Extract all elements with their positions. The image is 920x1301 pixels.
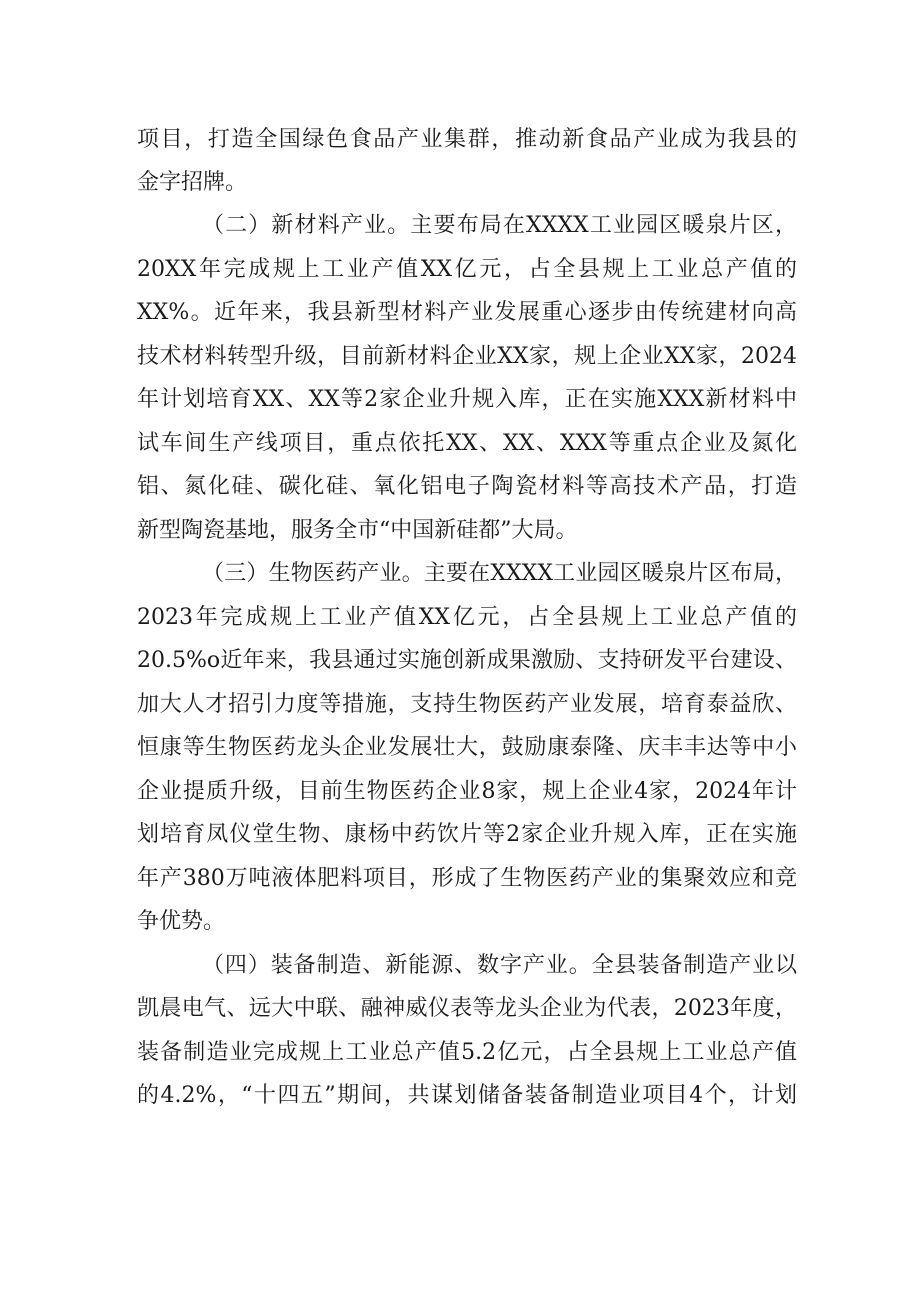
text-line: 20.5%o近年来，我县通过实施创新成果激励、支持研发平台建设、 xyxy=(137,648,797,673)
text-line: 凯晨电气、远大中联、融神威仪表等龙头企业为代表，2023年度， xyxy=(137,996,797,1021)
section-heading-line: （四）装备制造、新能源、数字产业。全县装备制造产业以 xyxy=(202,953,797,978)
text-line: 铝、氮化硅、碳化硅、氧化铝电子陶瓷材料等高技术产品，打造 xyxy=(137,474,797,499)
text-line: 20XX年完成规上工业产值XX亿元，占全县规上工业总产值的 xyxy=(137,257,797,282)
text-line: 的4.2%，“十四五”期间，共谋划储备装备制造业项目4个，计划 xyxy=(137,1083,797,1108)
text-line: XX%。近年来，我县新型材料产业发展重心逐步由传统建材向高 xyxy=(137,300,797,325)
section-heading-line: （二）新材料产业。主要布局在XXXX工业园区暖泉片区， xyxy=(202,213,797,238)
text-line: 争优势。 xyxy=(137,909,226,934)
text-line: 项目，打造全国绿色食品产业集群，推动新食品产业成为我县的 xyxy=(137,127,797,152)
text-line: 划培育凤仪堂生物、康杨中药饮片等2家企业升规入库，正在实施 xyxy=(137,822,797,847)
text-line: 金字招牌。 xyxy=(137,170,248,195)
text-line: 年产380万吨液体肥料项目，形成了生物医药产业的集聚效应和竞 xyxy=(137,866,797,891)
text-line: 加大人才招引力度等措施，支持生物医药产业发展，培育泰益欣、 xyxy=(137,692,797,717)
section-heading-line: （三）生物医药产业。主要在XXXX工业园区暖泉片区布局， xyxy=(202,561,797,586)
text-line: 技术材料转型升级，目前新材料企业XX家，规上企业XX家，2024 xyxy=(137,344,797,369)
text-line: 恒康等生物医药龙头企业发展壮大，鼓励康泰隆、庆丰丰达等中小 xyxy=(137,735,797,760)
text-line: 2023年完成规上工业产值XX亿元，占全县规上工业总产值的 xyxy=(137,605,797,630)
text-line: 企业提质升级，目前生物医药企业8家，规上企业4家，2024年计 xyxy=(137,779,797,804)
text-line: 装备制造业完成规上工业总产值5.2亿元，占全县规上工业总产值 xyxy=(137,1040,797,1065)
text-line: 年计划培育XX、XX等2家企业升规入库，正在实施XXX新材料中 xyxy=(137,387,797,412)
text-line: 新型陶瓷基地，服务全市“中国新硅都”大局。 xyxy=(137,518,578,543)
text-line: 试车间生产线项目，重点依托XX、XX、XXX等重点企业及氮化 xyxy=(137,431,797,456)
